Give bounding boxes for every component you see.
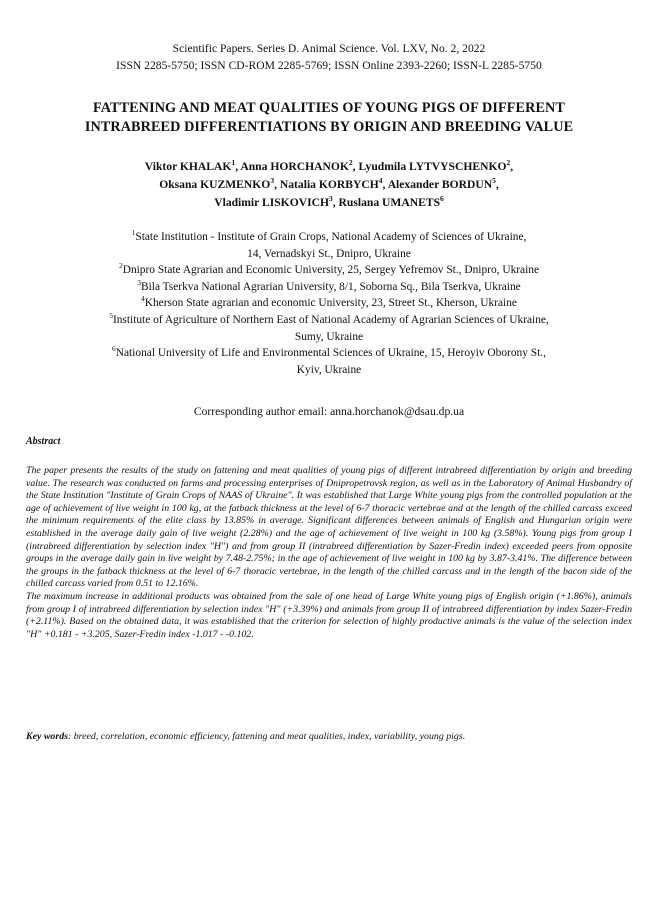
affil-number: 2 xyxy=(118,261,123,271)
affiliation-5-cont: Sumy, Ukraine xyxy=(294,330,364,343)
author-affil-number: 5 xyxy=(492,176,496,186)
author-name: Alexander BORDUN xyxy=(387,178,493,191)
affiliation-4 xyxy=(0,295,658,312)
author-affil-number: 4 xyxy=(378,176,383,186)
author-affil-number: 3 xyxy=(329,194,333,204)
author-line-2: Oksana KUZMENKO$^3$, Natalia KORBYCH$^4$, Alexander BORDUN$^5$, xyxy=(159,176,499,191)
author-name: Viktor KHALAK xyxy=(144,160,232,173)
affiliation-1 xyxy=(0,229,658,246)
affil-text: Bila Tserkva National Agrarian University, 8/1, Soborna Sq., Bila Tserkva, Ukraine xyxy=(141,280,521,293)
affil-number: 6 xyxy=(112,344,116,354)
affiliation-3 xyxy=(0,279,658,296)
affiliation-1-cont: 14, Vernadskyi St., Dnipro, Ukraine xyxy=(247,247,411,260)
author-affil-number: 2 xyxy=(506,158,511,168)
author-affil-number: 2 xyxy=(348,158,353,168)
journal-series-line: Scientific Papers. Series D. Animal Science. Vol. LXV, No. 2, 2022 xyxy=(172,42,486,55)
abstract-heading: Abstract xyxy=(26,436,61,447)
author-name: Natalia KORBYCH xyxy=(279,178,379,191)
title-line-1: FATTENING AND MEAT QUALITIES OF YOUNG PIGS OF DIFFERENT xyxy=(93,100,565,116)
affiliation-5 xyxy=(0,312,658,329)
affiliation-6 xyxy=(0,345,658,362)
journal-issn-line: ISSN 2285-5750; ISSN CD-ROM 2285-5769; ISSN Online 2393-2260; ISSN-L 2285-5750 xyxy=(116,59,542,72)
author-name: Ruslana UMANETS xyxy=(338,196,441,209)
affil-number: 4 xyxy=(141,294,145,304)
author-affil-number: 3 xyxy=(270,176,275,186)
author-name: Anna HORCHANOK xyxy=(240,160,349,173)
author-affil-number: 1 xyxy=(231,158,236,168)
author-affil-number: 6 xyxy=(440,194,444,204)
abstract-paragraph-1: The paper presents the results of the study on fattening and meat qualities of young pigs of different intrabreed differentiation by origin and breeding value. The research was conducted on farms and processing enterprises of Dnipropetrovsk region, as well as in the Laboratory of Animal Husbandry of the State Institution "Institute of Grain Crops of NAAS of Ukraine". It was established that Large White young pigs from the controlled population at the age of achievement of live weight in 100 kg, at the fatback thickness at the level of 6-7 thoracic vertebrae and at the length of the chilled carcass exceed the minimum requirements of the elite class by 13.85% in average. Significant differences between animals of English and Hungarian origin were established in the average daily gain of live weight (2.28%) and the age of achievement of live weight in 100 kg (3.58%). Young pigs from group I (intrabreed differentiation by selection index "H") and from group II (intrabreed differentiation by Sazer-Fredin index) exceeded peers from opposite groups in the average daily gain in live weight by 7.48-2.75%; in the age of achievement of live weight in 100 kg by 3.87-3.41%. The difference between the groups in the fatback thickness at the level of 6-7 thoracic vertebrae, in the length of the chilled carcass and in the length of the bacon side of the chilled carcass varied from 0.51 to 12.16%. xyxy=(26,465,632,590)
affil-number: 1 xyxy=(131,228,136,238)
affiliation-2 xyxy=(0,262,658,279)
keywords xyxy=(26,730,632,743)
affil-number: 5 xyxy=(109,311,113,321)
affil-number: 3 xyxy=(137,277,142,287)
affil-text: State Institution - Institute of Grain Crops, National Academy of Sciences of Ukraine, xyxy=(135,231,527,243)
affil-text: Institute of Agriculture of Northern East of National Academy of Agrarian Sciences of Ukraine, xyxy=(112,313,549,326)
journal-header xyxy=(0,40,658,74)
keywords-label: Key words xyxy=(26,731,68,742)
affil-text: Kherson State agrarian and economic University, 23, Street St., Kherson, Ukraine xyxy=(144,297,517,310)
author-line-1: Viktor KHALAK$^1$, Anna HORCHANOK$^2$, Lyudmila LYTVYSCHENKO$^2$, xyxy=(144,158,514,173)
author-name: Oksana KUZMENKO xyxy=(159,178,271,191)
affil-text: Dnipro State Agrarian and Economic University, 25, Sergey Yefremov St., Dnipro, Ukraine xyxy=(122,264,540,277)
abstract-paragraph-2: The maximum increase in additional products was obtained from the sale of one head of Large White young pigs of English origin (+1.86%), animals from group I of intrabreed differentiation by selection index "H" (+3.39%) and animals from group II of intrabreed differentiation by index Sazer-Fredin (+2.11%). Based on the obtained data, it was established that the criterion for selection of highly productive animals is the value of the selection index "H" +0.181 - +3.205, Sazer-Fredin index -1.017 - -0.102. xyxy=(26,590,632,640)
affiliation-list xyxy=(0,229,658,378)
paper-title xyxy=(0,99,658,137)
corresponding-email: Corresponding author email: anna.horchanok@dsau.dp.ua xyxy=(193,405,465,418)
author-name: Vladimir LISKOVICH xyxy=(214,196,329,209)
affil-text: National University of Life and Environmental Sciences of Ukraine, 15, Heroyiv Oborony St., xyxy=(115,347,546,360)
affiliation-6-cont: Kyiv, Ukraine xyxy=(296,363,362,376)
author-list xyxy=(0,158,658,212)
keywords-text: : breed, correlation, economic efficiency, fattening and meat qualities, index, variability, young pigs. xyxy=(67,731,466,742)
title-line-2: INTRABREED DIFFERENTIATIONS BY ORIGIN AND BREEDING VALUE xyxy=(84,119,574,135)
abstract-body xyxy=(26,465,632,641)
author-line-3: Vladimir LISKOVICH$^3$, Ruslana UMANETS$^6$ xyxy=(214,194,444,209)
author-name: Lyudmila LYTVYSCHENKO xyxy=(358,160,507,173)
